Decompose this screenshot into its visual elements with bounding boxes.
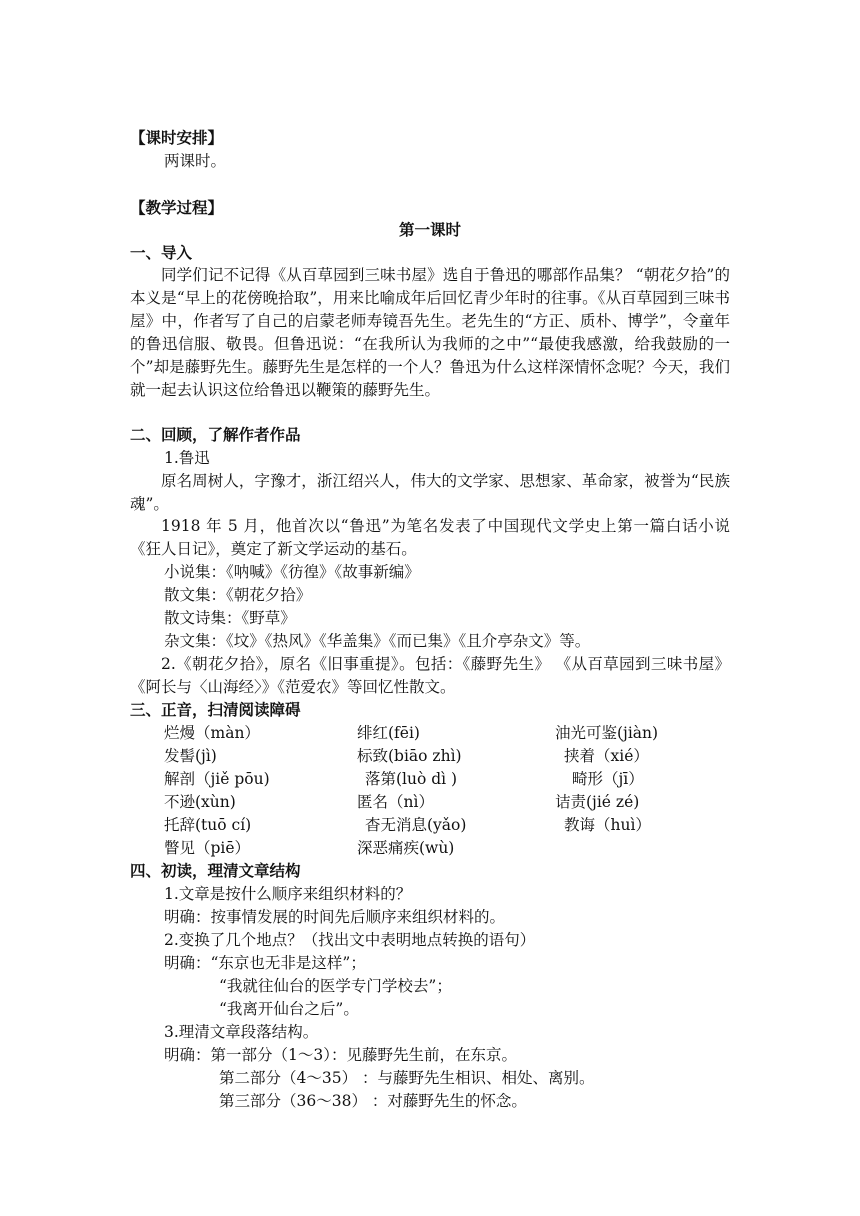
pinyin-item: 绯红(fēi) (357, 724, 420, 742)
answer-3-part-3: 第三部分（36～38） ：对藤野先生的怀念。 (219, 1092, 527, 1110)
pinyin-item: 烂熳（màn） (164, 724, 260, 742)
section3-heading: 三、正音，扫清阅读障碍 (130, 700, 301, 719)
pinyin-item: 杳无消息(yǎo) (365, 816, 467, 834)
pinyin-item: 标致(biāo zhì) (357, 747, 462, 765)
pinyin-item: 匿名（nì） (357, 793, 434, 811)
pinyin-item: 托辞(tuō cí) (164, 816, 252, 834)
section4-heading: 四、初读，理清文章结构 (130, 861, 301, 880)
section2-heading: 二、回顾，了解作者作品 (130, 425, 301, 444)
question-2: 2.变换了几个地点？（找出文中表明地点转换的语句） (164, 931, 536, 949)
lesson-title: 第一课时 (398, 220, 461, 239)
question-1: 1.文章是按什么顺序来组织材料的？ (164, 885, 412, 903)
intro-paragraph: 同学们记不记得《从百草园到三味书屋》选自于鲁迅的哪部作品集？ “朝花夕拾”的本义是“早上的花傍晚拾取”，用来比喻成年后回忆青少年时的往事。《从百草园到三味书屋》中，作者写了自己的启蒙老师寿镜吾先生。老先生的“方正、质朴、博学”，令童年的鲁迅信服、敬畏。但鲁迅说：“在我所认为我师的之中”“最使我感激，给我鼓励的一个”却是藤野先生。藤野先生是怎样的一个人？鲁迅为什么这样深情怀念呢？今天，我们就一起去认识这位给鲁迅以鞭策的藤野先生。 (130, 266, 730, 399)
pinyin-item: 挟着（xié） (564, 747, 649, 765)
author-history: 1918 年 5 月，他首次以“鲁迅”为笔名发表了中国现代文学史上第一篇白话小说《狂人日记》，奠定了新文学运动的基石。 (130, 517, 730, 558)
question-3: 3.理清文章段落结构。 (164, 1023, 319, 1041)
answer-1: 明确：按事情发展的时间先后顺序来组织材料的。 (164, 908, 506, 926)
schedule-text: 两课时。 (164, 152, 227, 170)
pinyin-item: 瞥见（piē） (164, 839, 251, 857)
pinyin-item: 教诲（huì） (564, 816, 651, 834)
pinyin-item: 畸形（jī） (572, 770, 644, 788)
prose-poem-collections: 散文诗集：《野草》 (164, 609, 296, 627)
pinyin-item: 油光可鉴(jiàn) (555, 724, 659, 742)
answer-2-line-2: “我就往仙台的医学专门学校去”； (219, 977, 452, 995)
section1-heading: 一、导入 (130, 243, 193, 262)
pinyin-item: 落第(luò dì ) (365, 770, 458, 788)
misc-essay-collections: 杂文集：《坟》《热风》《华盖集》《而已集》《且介亭杂文》等。 (164, 632, 591, 650)
pinyin-item: 发髻(jì) (164, 747, 217, 765)
essay-collections: 散文集：《朝花夕拾》 (164, 586, 312, 604)
answer-2-line-1: 明确：“东京也无非是这样”； (164, 954, 366, 972)
pinyin-item: 诘责(jié zé) (555, 793, 640, 811)
book-item: 2.《朝花夕拾》，原名《旧事重提》。包括：《藤野先生》 《从百草园到三味书屋》 《阿长与〈山海经〉》《范爱农》等回忆性散文。 (130, 655, 730, 696)
author-bio: 原名周树人，字豫才，浙江绍兴人，伟大的文学家、思想家、革命家，被誉为“民族魂”。 (130, 472, 730, 513)
schedule-heading: 【课时安排】 (130, 128, 224, 147)
answer-3-part-2: 第二部分（4～35） ：与藤野先生相识、相处、离别。 (219, 1069, 595, 1087)
answer-2-line-3: “我离开仙台之后”。 (219, 1000, 359, 1018)
pinyin-item: 解剖（jiě pōu) (164, 770, 270, 788)
pinyin-item: 不逊(xùn) (164, 793, 236, 811)
novel-collections: 小说集：《呐喊》《彷徨》《故事新编》 (164, 563, 420, 581)
process-heading: 【教学过程】 (130, 198, 224, 217)
author-item: 1.鲁迅 (164, 449, 210, 467)
answer-3-part-1: 明确：第一部分（1～3）：见藤野先生前，在东京。 (164, 1046, 517, 1064)
pinyin-item: 深恶痛疾(wù) (357, 839, 455, 857)
